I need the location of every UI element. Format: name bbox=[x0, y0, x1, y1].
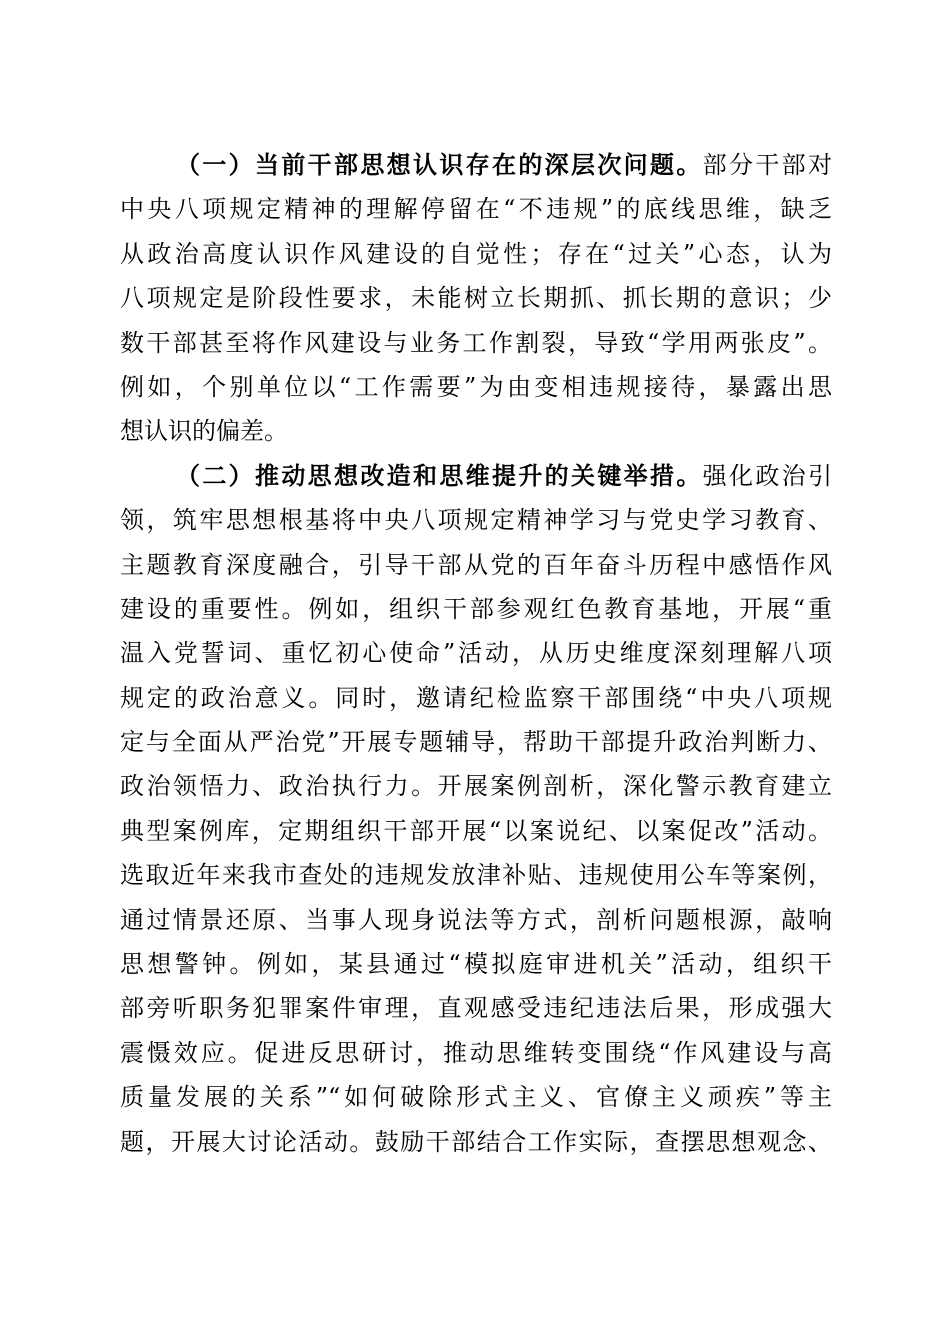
paragraph-line: 质量发展的关系”“如何破除形式主义、官僚主义顽疾”等主 bbox=[120, 1083, 832, 1112]
paragraph-line: 定与全面从严治党”开展专题辅导，帮助干部提升政治判断力、 bbox=[120, 728, 832, 757]
paragraph-line: 从政治高度认识作风建设的自觉性；存在“过关”心态，认为 bbox=[120, 239, 832, 268]
paragraph-line: 温入党誓词、重忆初心使命”活动，从历史维度深刻理解八项 bbox=[120, 639, 832, 668]
line-text: 部分干部对 bbox=[702, 151, 833, 179]
paragraph-line: 思想警钟。例如，某县通过“模拟庭审进机关”活动，组织干 bbox=[120, 950, 832, 979]
paragraph-2 bbox=[120, 454, 832, 1164]
paragraph-line: 典型案例库，定期组织干部开展“以案说纪、以案促改”活动。 bbox=[120, 816, 832, 845]
paragraph-line: 想认识的偏差。 bbox=[120, 417, 288, 446]
paragraph-line: 题，开展大讨论活动。鼓励干部结合工作实际，查摆思想观念、 bbox=[120, 1127, 832, 1156]
paragraph-line: 数干部甚至将作风建设与业务工作割裂，导致“学用两张皮”。 bbox=[120, 328, 832, 357]
paragraph-line: 部旁听职务犯罪案件审理，直观感受违纪违法后果，形成强大 bbox=[120, 994, 832, 1023]
paragraph-line: 领，筑牢思想根基将中央八项规定精神学习与党史学习教育、 bbox=[120, 506, 832, 535]
line-text: 强化政治引 bbox=[702, 461, 833, 490]
paragraph-heading: （二）推动思想改造和思维提升的关键举措。 bbox=[176, 461, 703, 490]
paragraph-1 bbox=[120, 143, 832, 454]
document-page bbox=[120, 143, 832, 1164]
paragraph-line: 规定的政治意义。同时，邀请纪检监察干部围绕“中央八项规 bbox=[120, 683, 832, 712]
paragraph-line bbox=[120, 454, 832, 498]
paragraph-heading: （一）当前干部思想认识存在的深层次问题。 bbox=[176, 151, 703, 179]
paragraph-line: 政治领悟力、政治执行力。开展案例剖析，深化警示教育建立 bbox=[120, 772, 832, 801]
paragraph-line: 八项规定是阶段性要求，未能树立长期抓、抓长期的意识；少 bbox=[120, 284, 832, 313]
paragraph-line: 建设的重要性。例如，组织干部参观红色教育基地，开展“重 bbox=[120, 594, 832, 623]
paragraph-line: 震慑效应。促进反思研讨，推动思维转变围绕“作风建设与高 bbox=[120, 1038, 832, 1067]
paragraph-line: 选取近年来我市查处的违规发放津补贴、违规使用公车等案例， bbox=[120, 861, 832, 890]
paragraph-line: 主题教育深度融合，引导干部从党的百年奋斗历程中感悟作风 bbox=[120, 550, 832, 579]
paragraph-line: 例如，个别单位以“工作需要”为由变相违规接待，暴露出思 bbox=[120, 372, 832, 401]
paragraph-line bbox=[120, 143, 832, 187]
paragraph-line: 中央八项规定精神的理解停留在“不违规”的底线思维，缺乏 bbox=[120, 195, 832, 224]
paragraph-line: 通过情景还原、当事人现身说法等方式，剖析问题根源，敲响 bbox=[120, 905, 832, 934]
